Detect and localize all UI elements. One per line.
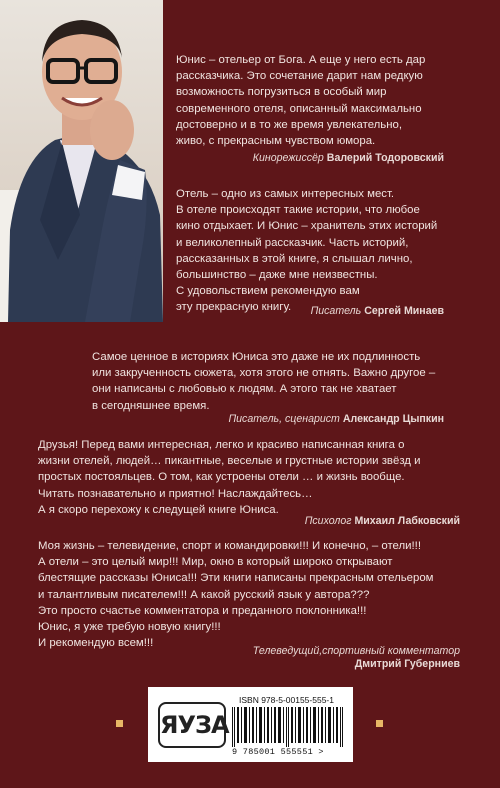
quote-line: А отели – это целый мир!!! Мир, окно в который широко открывают: [38, 556, 393, 569]
author-name: Дмитрий Губерниев: [354, 658, 460, 670]
author-role: Писатель, сценарист: [228, 413, 340, 425]
quote-line: Отель – одно из самых интересных мест.: [176, 188, 395, 200]
quote-line: Юнис – отельер от Бога. А еще у него есть дар: [176, 54, 426, 66]
quote-line: рассказчика. Это сочетание дарит нам редкую: [176, 70, 423, 83]
quote-line: простых постояльцев. О том, как устроены отели … и жизнь вообще.: [38, 471, 405, 484]
author-role: Кинорежиссёр: [252, 152, 324, 164]
quote-line: блестящие рассказы Юниса!!! Эти книги написаны прекрасным отельером: [38, 572, 434, 585]
quote-line: Это просто счастье комментатора и преданного поклонника!!!: [38, 604, 367, 617]
author-name: Валерий Тодоровский: [326, 152, 444, 164]
quote-line: или закрученность сюжета, хотя этого не отнять. Важно другое –: [92, 367, 436, 380]
quote-line: живо, с прекрасным чувством юмора.: [176, 135, 376, 148]
attribution-minaev: [311, 305, 444, 318]
publisher-logo: ЯУЗА: [158, 702, 226, 748]
author-portrait: [0, 0, 163, 322]
barcode-number: 9 785001 555551 >: [232, 747, 324, 757]
author-role: Писатель: [310, 305, 362, 317]
quote-labkovsky: [38, 437, 420, 518]
quote-gubерniev: [38, 538, 434, 651]
quote-line: возможность погрузиться в особый мир: [176, 86, 387, 99]
quote-line: современного отеля, описанный максимально: [176, 102, 422, 115]
attribution-todorovsky: [253, 152, 444, 165]
quote-line: они написаны с любовью к людям. А этого так не хватает: [92, 383, 397, 396]
decor-square-left: [116, 720, 123, 727]
quote-line: большинство – даже мне неизвестны.: [176, 269, 378, 282]
barcode: [232, 707, 344, 747]
quote-line: в сегодняшнее время.: [92, 399, 210, 412]
quote-line: В отеле происходят такие истории, что любое: [176, 204, 420, 217]
author-name: Михаил Лабковский: [354, 515, 460, 527]
quote-line: и великолепный рассказчик. Часть историй,: [176, 236, 409, 249]
decor-square-right: [376, 720, 383, 727]
quote-line: и талантливым писателем!!! А какой русский язык у автора???: [38, 588, 370, 601]
quote-todorovsky: [176, 52, 425, 149]
isbn-text: ISBN 978-5-00155-555-1: [239, 695, 334, 705]
quote-line: жизни отелей, людей… пикантные, веселые и грустные истории звёзд и: [38, 455, 421, 468]
quote-line: Самое ценное в историях Юниса это даже не их подлинность: [92, 351, 421, 363]
quote-tsypkin: [92, 349, 435, 414]
quote-line: эту прекрасную книгу.: [176, 301, 292, 314]
quote-line: Юнис, я уже требую новую книгу!!!: [38, 621, 221, 634]
barcode-panel: [148, 687, 353, 762]
author-name: Александр Цыпкин: [342, 413, 444, 425]
author-photo: [0, 0, 163, 322]
quote-line: Читать познавательно и приятно! Наслаждайтесь…: [38, 487, 313, 500]
quote-line: Друзья! Перед вами интересная, легко и красиво написанная книга о: [38, 439, 405, 451]
quote-line: А я скоро перехожу к следущей книге Юниса.: [38, 503, 279, 516]
quote-line: И рекомендую всем!!!: [38, 637, 154, 650]
attribution-guberniev: [253, 645, 460, 671]
quote-line: достоверно и в то же время увлекательно,: [176, 118, 403, 131]
author-name: Сергей Минаев: [364, 305, 444, 317]
attribution-tsypkin: [228, 413, 444, 426]
author-role: Телеведущий,спортивный комментатор: [252, 645, 460, 657]
quote-minaev: [176, 186, 437, 316]
quote-line: Моя жизнь – телевидение, спорт и командировки!!! И конечно, – отели!!!: [38, 540, 422, 552]
quote-line: рассказанных в этой книге, я слышал лично,: [176, 252, 413, 265]
quote-line: С удовольствием рекомендую вам: [176, 285, 360, 298]
author-role: Психолог: [304, 515, 352, 527]
attribution-labkovsky: [305, 515, 460, 528]
quote-line: кино отдыхает. И Юнис – хранитель этих историй: [176, 220, 438, 233]
